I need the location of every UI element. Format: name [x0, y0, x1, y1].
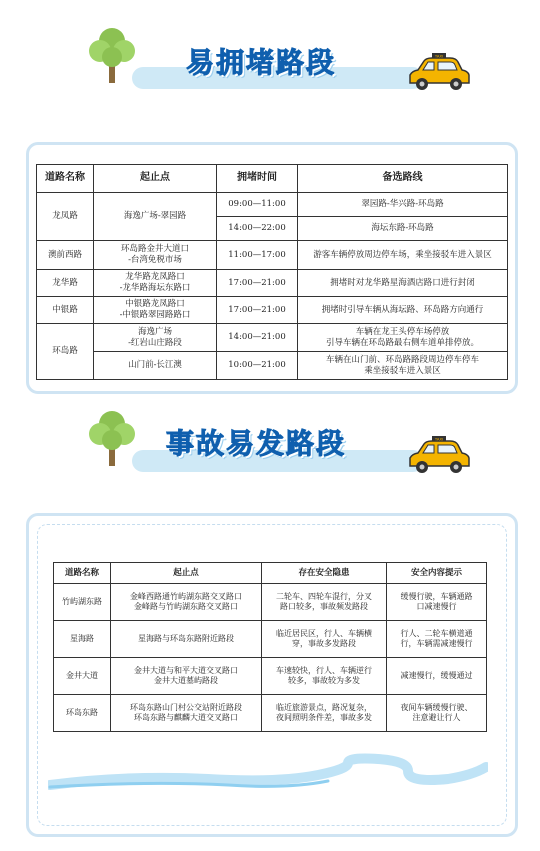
risk-line: 穿，事故多发路段	[292, 639, 356, 648]
table-row	[37, 324, 508, 352]
table-row	[37, 297, 508, 324]
road-span	[111, 584, 262, 621]
risk-line: 临近居民区，行人、车辆横	[276, 629, 372, 638]
alt-route: 游客车辆停放周边停车场，乘坐接驳车进入景区	[298, 241, 508, 270]
road-name: 龙凤路	[37, 193, 94, 241]
alt-route: 拥堵时引导车辆从海坛路、环岛路方向通行	[298, 297, 508, 324]
road-name: 龙华路	[37, 270, 94, 297]
road-span	[94, 297, 217, 324]
safety-tip	[387, 695, 487, 732]
road-name: 星海路	[54, 621, 111, 658]
span-line: 环岛东路山门村公交站附近路段	[130, 703, 242, 712]
risk-line: 较多，事故较为多发	[288, 676, 360, 685]
span-line: 金峰西路通竹屿湖东路交叉路口	[130, 592, 242, 601]
table-row	[37, 270, 508, 297]
taxi-car-icon	[406, 436, 472, 478]
safety-risk	[262, 695, 387, 732]
congestion-time: 11:00—17:00	[217, 241, 298, 270]
safety-tip	[387, 621, 487, 658]
road-span	[94, 324, 217, 352]
risk-line: 车速较快，行人、车辆逆行	[276, 666, 372, 675]
road-name: 环岛东路	[54, 695, 111, 732]
col-header-road: 道路名称	[37, 165, 94, 193]
section2-header	[0, 408, 540, 478]
table-row	[54, 658, 487, 695]
tip-line: 行，车辆需减速慢行	[400, 639, 473, 648]
table-row	[37, 193, 508, 217]
road-span	[94, 270, 217, 297]
table-row	[54, 584, 487, 621]
safety-tip: 减速慢行，缓慢通过	[387, 658, 487, 695]
road-span: 星海路与环岛东路附近路段	[111, 621, 262, 658]
span-line: -台湾免税市场	[128, 255, 182, 265]
span-line: 环岛东路与麒麟大道交叉路口	[134, 713, 238, 722]
congestion-time: 17:00—21:00	[217, 270, 298, 297]
road-name: 澳前西路	[37, 241, 94, 270]
taxi-sign-text: TAXI	[434, 436, 444, 442]
risk-line: 路口较多，事故频发路段	[280, 602, 368, 611]
alt-route: 翠园路-华兴路-环岛路	[298, 193, 508, 217]
safety-risk	[262, 621, 387, 658]
section1-header	[0, 25, 540, 95]
road-span: 山门前-长江澳	[94, 352, 217, 380]
congestion-time: 14:00—21:00	[217, 324, 298, 352]
congestion-time: 09:00—11:00	[217, 193, 298, 217]
span-line: 龙华路龙凤路口	[125, 272, 185, 283]
road-span	[94, 241, 217, 270]
congestion-time: 17:00—21:00	[217, 297, 298, 324]
span-line: 金井大道墓屿路段	[154, 676, 218, 685]
road-span	[111, 658, 262, 695]
col-header-road: 道路名称	[54, 563, 111, 584]
road-name: 金井大道	[54, 658, 111, 695]
alt-line: 车辆在龙王头停车场停放	[355, 326, 450, 337]
risk-line: 夜间照明条件差，事故多发	[276, 713, 372, 722]
alt-route	[298, 352, 508, 380]
alt-line: 乘坐接驳车进入景区	[364, 365, 441, 376]
section2-title: 事故易发路段	[166, 427, 347, 460]
col-header-time: 拥堵时间	[217, 165, 298, 193]
span-line: 海逸广场	[137, 326, 172, 337]
road-name: 竹屿湖东路	[54, 584, 111, 621]
alt-line: 车辆在山门前、环岛路路段周边停车停车	[325, 354, 479, 365]
road-name: 环岛路	[37, 324, 94, 380]
road-span	[111, 695, 262, 732]
tip-line: 行人、二轮车横道通	[400, 629, 473, 638]
accident-table	[53, 562, 487, 732]
section1-title: 易拥堵路段	[186, 46, 337, 79]
span-line: 金井大道与和平大道交叉路口	[134, 666, 238, 675]
congestion-table	[36, 164, 508, 380]
tip-line: 缓慢行驶，车辆通路	[400, 592, 473, 601]
congestion-time: 10:00—21:00	[217, 352, 298, 380]
alt-line: 引导车辆在环岛路最右侧车道单排停放。	[325, 337, 479, 348]
span-line: 环岛路金井大道口	[120, 244, 189, 255]
span-line: -龙华路海坛东路口	[119, 283, 191, 293]
alt-route: 拥堵时对龙华路星海酒店路口进行封闭	[298, 270, 508, 297]
col-header-span: 起止点	[111, 563, 262, 584]
taxi-car-icon	[406, 53, 472, 95]
safety-risk	[262, 658, 387, 695]
tip-line: 注意避让行人	[412, 713, 461, 722]
alt-route: 海坛东路-环岛路	[298, 217, 508, 241]
col-header-span: 起止点	[94, 165, 217, 193]
alt-route	[298, 324, 508, 352]
congestion-time: 14:00—22:00	[217, 217, 298, 241]
safety-tip	[387, 584, 487, 621]
road-name: 中银路	[37, 297, 94, 324]
table-row	[54, 621, 487, 658]
tip-line: 夜间车辆缓慢行驶、	[400, 703, 473, 712]
table-row	[54, 695, 487, 732]
table-header-row	[37, 165, 508, 193]
road-span: 海逸广场-翠园路	[94, 193, 217, 241]
span-line: 金峰路与竹屿湖东路交叉路口	[134, 602, 238, 611]
table-header-row	[54, 563, 487, 584]
safety-risk	[262, 584, 387, 621]
table-row	[37, 241, 508, 270]
risk-line: 二轮车、四轮车混行，分叉	[276, 592, 372, 601]
table-row	[37, 352, 508, 380]
tip-line: 口减速慢行	[416, 602, 457, 611]
span-line: 中银路龙凤路口	[125, 299, 185, 310]
col-header-tip: 安全内容提示	[387, 563, 487, 584]
col-header-alt: 备选路线	[298, 165, 508, 193]
taxi-sign-text: TAXI	[434, 53, 444, 59]
span-line: -中银路翠园路路口	[119, 310, 191, 320]
decorative-wave	[48, 745, 488, 805]
risk-line: 临近旅游景点，路况复杂，	[276, 703, 372, 712]
col-header-risk: 存在安全隐患	[262, 563, 387, 584]
span-line: -红岩山庄路段	[128, 337, 182, 348]
